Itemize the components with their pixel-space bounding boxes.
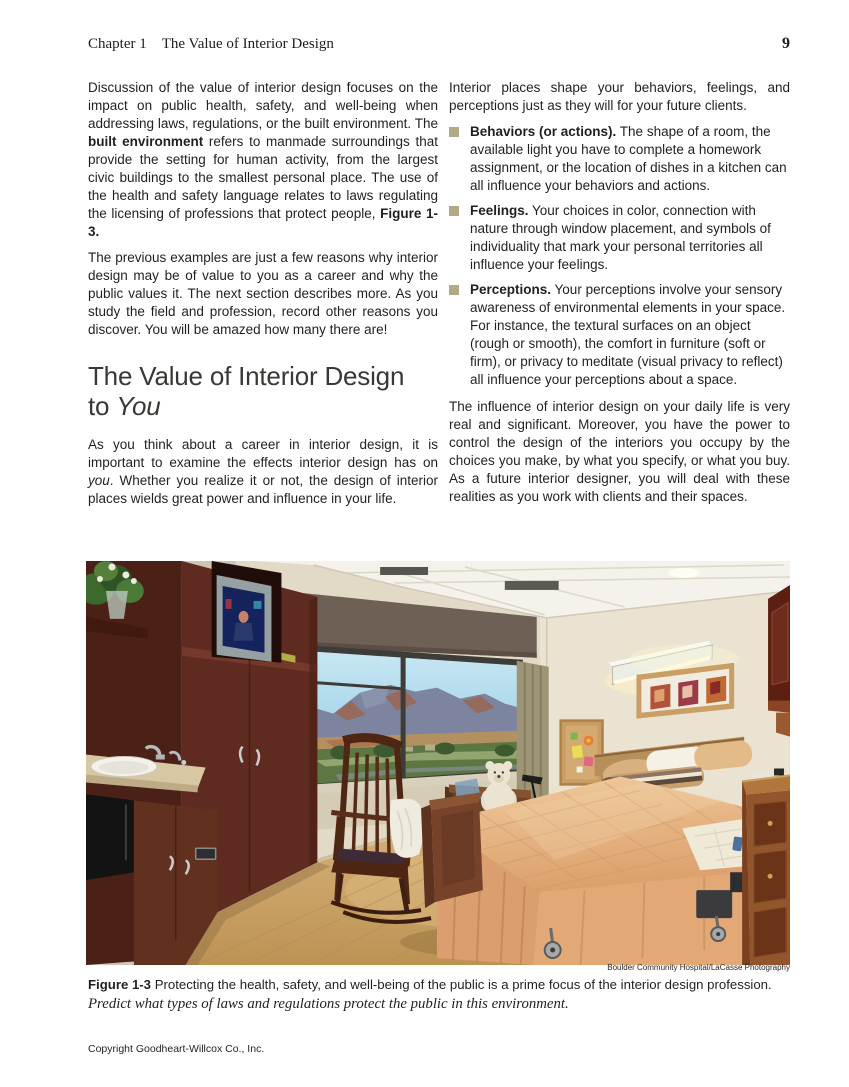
figure-caption-text: Protecting the health, safety, and well-being of the public is a prime focus of the interior design profession. bbox=[151, 977, 772, 992]
page-header bbox=[88, 35, 790, 53]
heading-line1: The Value of Interior Design bbox=[88, 361, 405, 391]
chapter-number: Chapter 1 bbox=[88, 36, 147, 52]
right-column bbox=[449, 79, 790, 514]
figure-photo bbox=[86, 561, 790, 965]
page-number: 9 bbox=[782, 35, 790, 52]
bullet-item-feelings bbox=[449, 202, 790, 274]
chapter-line bbox=[88, 36, 334, 53]
emphasized-word: you bbox=[88, 473, 110, 488]
left-column bbox=[88, 79, 438, 516]
mini-fridge bbox=[86, 794, 134, 880]
nightstand bbox=[742, 768, 790, 965]
figure-caption-question: Predict what types of laws and regulations protect the public in this environment. bbox=[88, 996, 569, 1012]
photo-credit: Boulder Community Hospital/LaCasse Photography bbox=[607, 963, 790, 972]
body-text: Discussion of the value of interior design focuses on the impact on public health, safety, and well-being when addressing laws, regulations, or the built environment. The bbox=[88, 80, 438, 131]
section-heading bbox=[88, 361, 438, 421]
bullet-item-perceptions bbox=[449, 281, 790, 389]
bullet-square-icon bbox=[449, 206, 459, 216]
figure-caption bbox=[88, 975, 794, 1014]
white-throw-blanket bbox=[390, 799, 424, 858]
bullet-label: Behaviors (or actions). bbox=[470, 124, 617, 139]
framed-art bbox=[629, 645, 739, 719]
paragraph: The previous examples are just a few reasons why interior design may be of value to you as a career and why the public values it. The next section describes more. As you study the field and profession, record other reasons you discover. You will be amazed how many there are! bbox=[88, 250, 438, 337]
key-term: built environment bbox=[88, 134, 204, 149]
body-text: refers to manmade surroundings that provide the setting for human activity, from the largest civic buildings to the smallest personal place. The use of the health and safety language relates to laws regulating the licensing of professions that protect people, bbox=[88, 134, 438, 221]
body-text: . Whether you realize it or not, the design of interior places wields great power and influence in your life. bbox=[88, 473, 438, 506]
paragraph bbox=[88, 436, 438, 508]
bullet-square-icon bbox=[449, 127, 459, 137]
bullet-square-icon bbox=[449, 285, 459, 295]
figure-reference: Figure 1-3. bbox=[88, 206, 438, 239]
paragraph: Interior places shape your behaviors, feelings, and perceptions just as they will for your future clients. bbox=[449, 80, 790, 113]
chapter-title: The Value of Interior Design bbox=[161, 36, 334, 52]
bullet-label: Perceptions. bbox=[470, 282, 552, 297]
copyright-line: Copyright Goodheart-Willcox Co., Inc. bbox=[88, 1043, 265, 1055]
bullet-text: The shape of a room, the available light you have to complete a homework assignment, or the location of dishes in a kitchen can all influence your behaviors and actions. bbox=[470, 124, 787, 193]
bullet-text: Your perceptions involve your sensory awareness of environmental elements in your space. For instance, the textural surfaces on an object (rough or smooth), the comfort in furniture (soft or firm), or privacy to meditate (visual privacy to reflect) all influence your perceptions about a space. bbox=[470, 282, 786, 387]
bullet-item-behaviors bbox=[449, 123, 790, 195]
bed-equipment bbox=[696, 890, 732, 918]
bullet-label: Feelings. bbox=[470, 203, 529, 218]
heading-italic-word: You bbox=[116, 391, 161, 421]
body-text: As you think about a career in interior design, it is important to examine the effects interior design has on bbox=[88, 437, 438, 470]
paragraph: The influence of interior design on your daily life is very real and significant. Moreover, you have the power to control the design of the interiors you occupy by the choices you make, by what you specify, or what you buy. As a future interior designer, you will deal with these realities as you work with clients and their spaces. bbox=[449, 399, 790, 504]
heading-line2: to bbox=[88, 391, 117, 421]
paragraph bbox=[88, 79, 438, 241]
figure-caption-label: Figure 1-3 bbox=[88, 977, 152, 992]
television bbox=[217, 575, 272, 662]
hospital-room-illustration bbox=[86, 561, 790, 965]
bullet-text: Your choices in color, connection with nature through window placement, and symbols of individuality that mark your personal territories all influence your feelings. bbox=[470, 203, 771, 272]
